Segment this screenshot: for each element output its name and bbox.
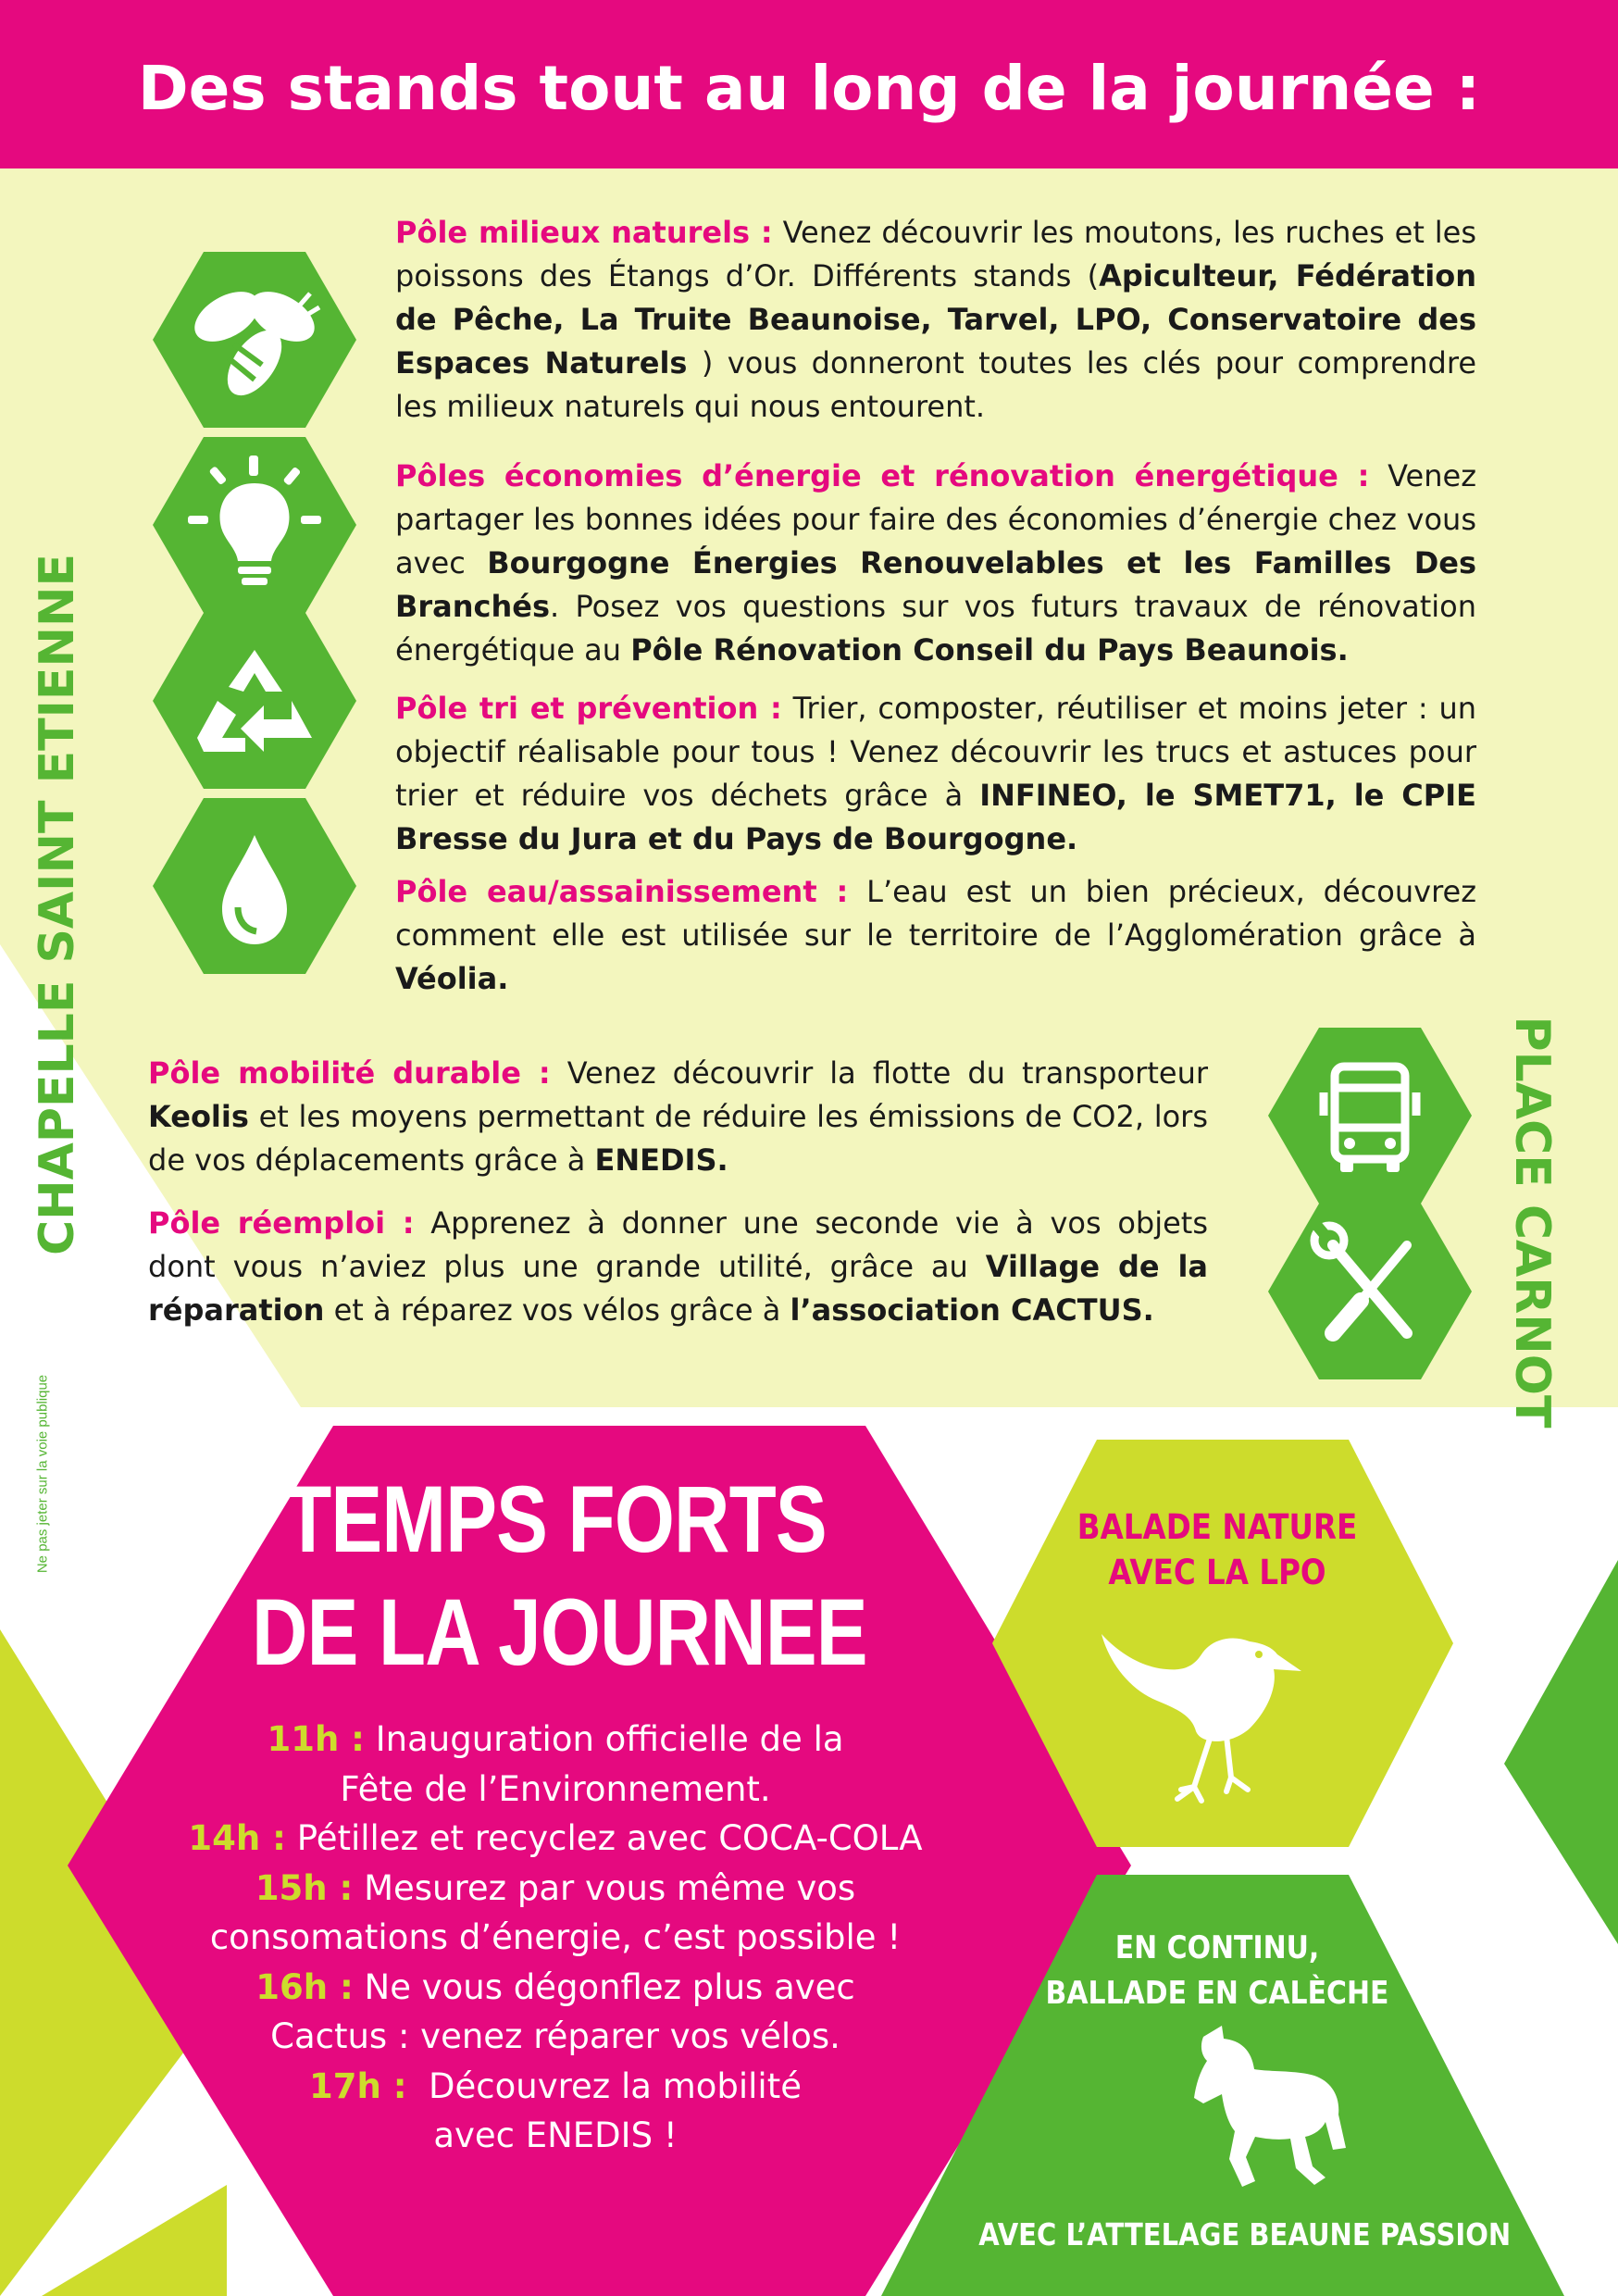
litter-notice: Ne pas jeter sur la voie publique: [34, 1374, 51, 1574]
schedule-item: 11h : Inauguration officielle de la: [267, 1719, 844, 1759]
lightbulb-icon: [153, 437, 356, 613]
caleche-label: EN CONTINU, BALLADE EN CALÈCHE: [1045, 1929, 1389, 2012]
schedule-item: 14h : Pétillez et recyclez avec COCA-COLA: [188, 1818, 923, 1858]
pole-mobilite: Pôle mobilité durable : Venez découvrir la flotte du transporteur Keolis et les moyens permettant de réduire les émissions de CO2, lors de vos déplacements grâce à ENEDIS.: [148, 1055, 1209, 1178]
attelage-label: AVEC L’ATTELAGE BEAUNE PASSION: [978, 2216, 1512, 2252]
schedule-item-cont: consomations d’énergie, c’est possible !: [209, 1917, 902, 1957]
water-drop-icon: [153, 798, 356, 974]
schedule: [111, 1715, 1000, 2161]
location-label-right: PLACE CARNOT: [1504, 1016, 1560, 1429]
schedule-item-cont: Fête de l’Environnement.: [340, 1768, 771, 1809]
location-label-left: CHAPELLE SAINT ETIENNE: [30, 553, 85, 1256]
pole-reemploi: Pôle réemploi : Apprenez à donner une seconde vie à vos objets dont vous n’aviez plus une grande utilité, grâce au Village de la réparation et à réparez vos vélos grâce à l’association CACTUS.: [148, 1205, 1209, 1328]
schedule-item-cont: Cactus : venez réparer vos vélos.: [270, 2016, 840, 2056]
header-banner: [0, 0, 1618, 168]
schedule-item: 16h : Ne vous dégonflez plus avec: [255, 1966, 855, 2007]
tools-icon: [1268, 1204, 1472, 1379]
temps-forts-title-line1: TEMPS FORTS: [284, 1466, 827, 1572]
schedule-item: 17h : Découvrez la mobilité: [309, 2065, 802, 2106]
pole-milieux-naturels: Pôle milieux naturels : Venez découvrir les moutons, les ruches et les poissons des Étangs d’Or. Différents stands (Apiculteur, Fédération de Pêche, La Truite Beaunoise, Tarvel, LPO, Conservatoire des Espaces Naturels ) vous donneront toutes les clés pour comprendre les milieux naturels qui nous entourent.: [395, 215, 1477, 424]
temps-forts-title: [252, 1463, 867, 1689]
page-title: Des stands tout au long de la journée :: [137, 52, 1481, 124]
balade-nature-label: BALADE NATURE AVEC LA LPO: [1077, 1507, 1358, 1592]
recycle-icon: [153, 613, 356, 789]
pole-eau: Pôle eau/assainissement : L’eau est un bien précieux, découvrez comment elle est utilisée sur le territoire de l’Agglomération grâce à Véolia.: [395, 874, 1477, 996]
temps-forts-title-line2: DE LA JOURNEE: [252, 1579, 867, 1685]
pole-energie: Pôles économies d’énergie et rénovation énergétique : Venez partager les bonnes idées pour faire des économies d’énergie chez vous avec Bourgogne Énergies Renouvelables et les Familles Des Branchés. Posez vos questions sur vos futurs travaux de rénovation énergétique au Pôle Rénovation Conseil du Pays Beaunois.: [395, 458, 1477, 668]
bird-icon: [1092, 1597, 1324, 1819]
schedule-item-cont: avec ENEDIS !: [433, 2115, 678, 2155]
bee-icon: [153, 252, 356, 428]
bus-icon: [1268, 1028, 1472, 1204]
horse-icon: [1166, 2018, 1351, 2203]
green-corner-right: [1504, 1560, 1618, 1944]
pole-tri-prevention: Pôle tri et prévention : Trier, composter, réutiliser et moins jeter : un objectif réalisable pour tous ! Venez découvrir les trucs et astuces pour trier et réduire vos déchets grâce à INFINEO, le SMET71, le CPIE Bresse du Jura et du Pays de Bourgogne.: [395, 691, 1477, 856]
schedule-item: 15h : Mesurez par vous même vos: [255, 1867, 856, 1908]
